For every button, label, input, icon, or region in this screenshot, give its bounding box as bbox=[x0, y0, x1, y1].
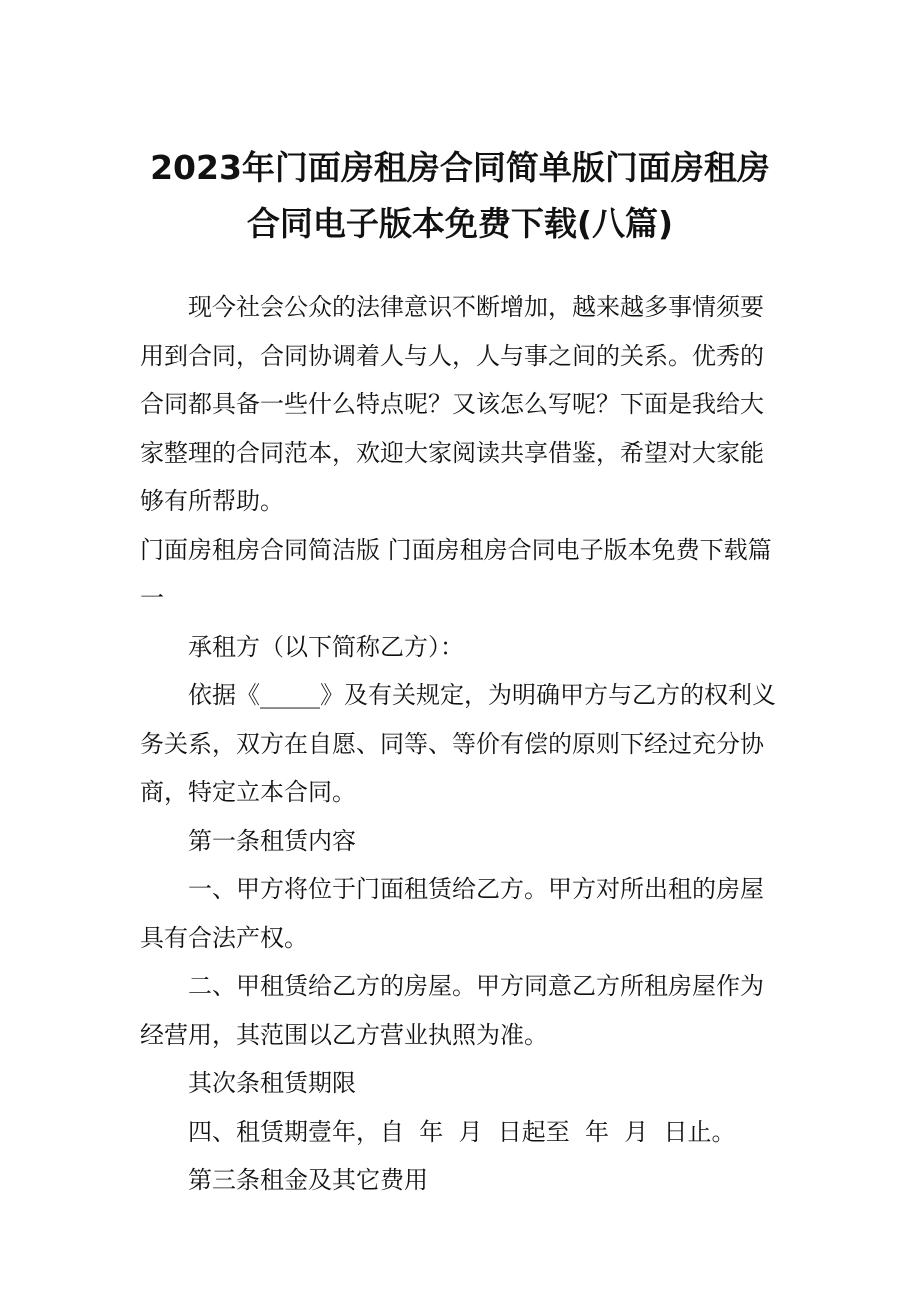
document-title-line-2: 合同电子版本免费下载(八篇) bbox=[246, 204, 674, 243]
article-3-heading: 第三条租金及其它费用 bbox=[188, 1166, 428, 1194]
article-1-clause-1: 一、甲方将位于门面租赁给乙方。甲方对所出租的房屋具有合法产权。 bbox=[140, 875, 764, 952]
article-1-clause-2: 二、甲租赁给乙方的房屋。甲方同意乙方所租房屋作为经营用，其范围以乙方营业执照为准。 bbox=[140, 972, 764, 1049]
intro-paragraph: 现今社会公众的法律意识不断增加，越来越多事情须要用到合同，合同协调着人与人，人与事之间的关系。优秀的合同都具备一些什么特点呢？又该怎么写呢？下面是我给大家整理的合同范本，欢迎大家阅读共享借鉴，希望对大家能够有所帮助。 bbox=[140, 293, 764, 515]
section-heading: 门面房租房合同简洁版 门面房租房合同电子版本免费下载篇一 bbox=[140, 535, 772, 612]
basis-paragraph: 依据《_____》及有关规定，为明确甲方与乙方的权利义务关系，双方在自愿、同等、等价有偿的原则下经过充分协商，特定立本合同。 bbox=[140, 681, 776, 806]
lessee-line: 承租方（以下简称乙方）： bbox=[188, 632, 464, 661]
article-2-heading: 其次条租赁期限 bbox=[188, 1069, 356, 1097]
article-2-clause-4: 四、租赁期壹年，自 年 月 日起至 年 月 日止。 bbox=[188, 1117, 736, 1146]
document-body bbox=[140, 283, 784, 1205]
article-1-heading: 第一条租赁内容 bbox=[188, 826, 356, 855]
document-title-line-1: 2023年门面房租房合同简单版门面房租房 bbox=[150, 148, 770, 187]
